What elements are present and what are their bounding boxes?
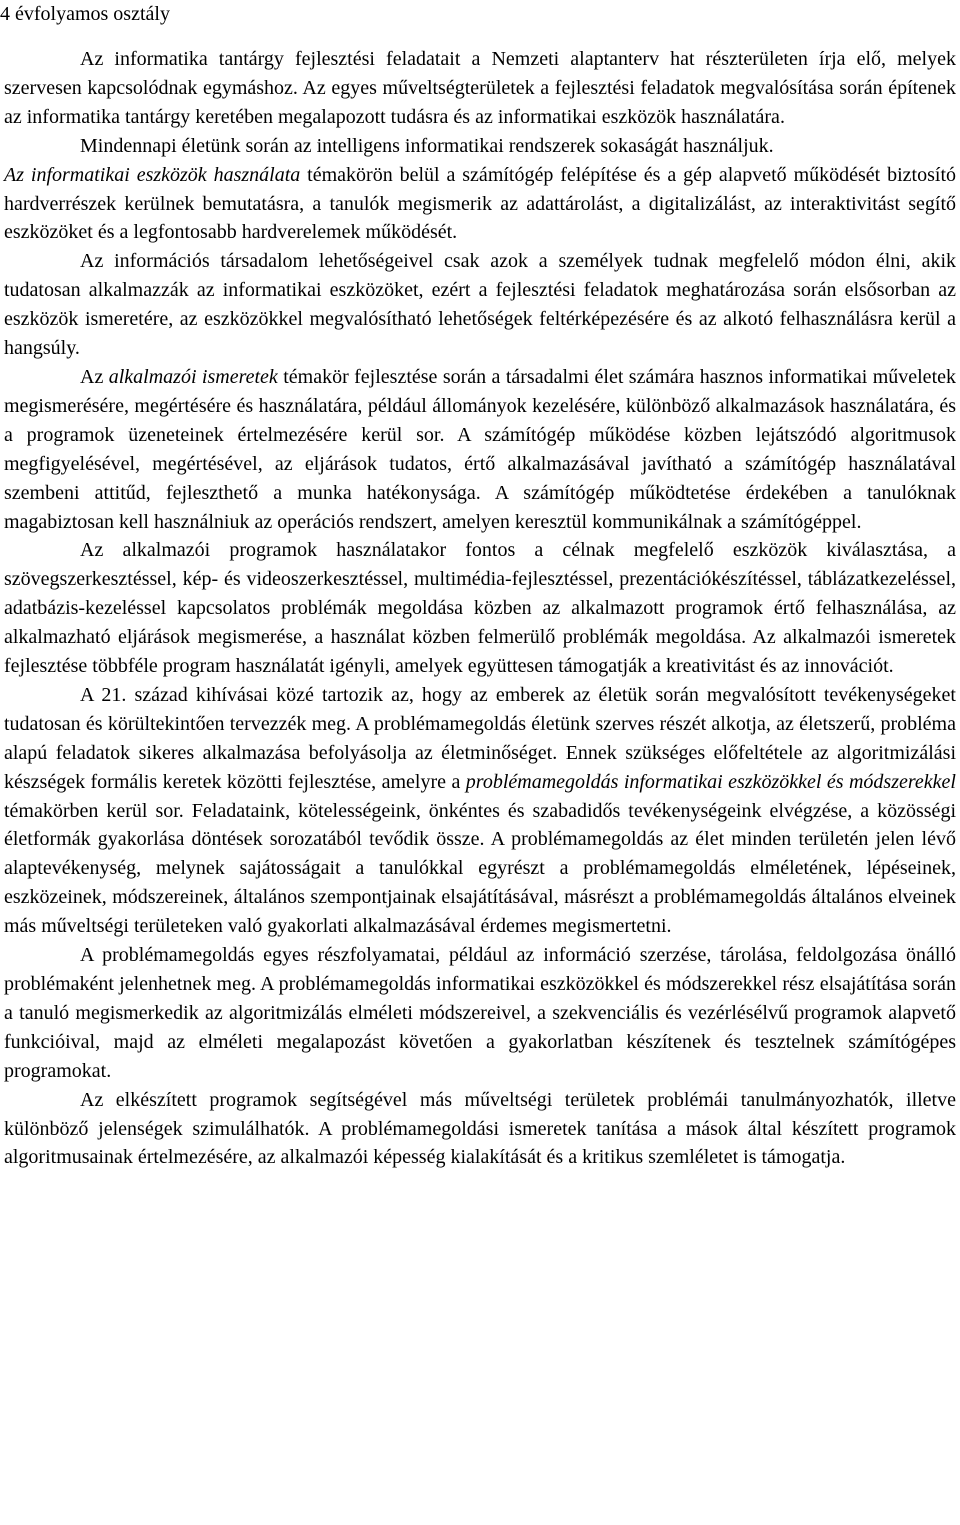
paragraph-4-before: Az: [80, 365, 109, 388]
paragraph-7-text: A problémamegoldás egyes részfolyamatai, például az információ szerzése, tárolása, feldolgozása önálló problémaként jelenhetnek meg. A problémamegoldás informatikai eszközökkel és módszerekkel rész elsajátítása során a tanuló megismerkedik az algoritmizálás elméleti módszereivel, a szekvenciális és vezérlésélvű programok alapvető funkcióival, majd az elméleti megalapozást követően a gyakorlatban készítenek és tesztelnek számítógépes programokat.: [4, 944, 956, 1082]
paragraph-8-text: Az elkészített programok segítségével más műveltségi területek problémái tanulmányozhatók, illetve különböző jelenségek szimulálhatók. A problémamegoldási ismeretek tanítása a mások által készített programok algoritmusainak értelmezésére, az alkalmazói képesség kialakítását és a kritikus szemléletet is támogatja.: [4, 1088, 956, 1169]
paragraph-2-text: Mindennapi életünk során az intelligens informatikai rendszerek sokaságát használjuk.: [80, 134, 774, 157]
paragraph-1-text: Az informatika tantárgy fejlesztési feladatait a Nemzeti alaptanterv hat részterületen írja elő, melyek szervesen kapcsolódnak egymáshoz. Az egyes műveltségterületek a fejlesztési feladatok megvalósítása során építenek az informatika tantárgy keretében megalapozott tudásra és az informatikai eszközök használatára.: [4, 48, 956, 128]
paragraph-3: [4, 247, 956, 363]
paragraph-4-italic: alkalmazói ismeretek: [108, 365, 278, 388]
paragraph-3-text: Az információs társadalom lehetőségeivel csak azok a személyek tudnak megfelelő módon élni, akik tudatosan alkalmazzák az informatikai eszközöket, ezért a fejlesztési feladatok meghatározása során elsősorban az eszközök ismeretére, az eszközökkel megvalósítható lehetőségek feltérképezésére és az alkotó felhasználásra kerül a hangsúly.: [4, 250, 956, 360]
paragraph-1: [4, 45, 956, 132]
paragraph-6-before: A 21. század kihívásai közé tartozik az, hogy az emberek az életük során megvalósított tevékenységeket tudatosan és körültekintően tervezzék meg. A problémamegoldás életünk szerves részét alkotja, az életszerű, probléma alapú feladatok sikeres alkalmazása befolyásolja az életminőséget. Ennek szükséges előfeltétele az algoritmizálási készségek formális keretek közötti fejlesztése, amelyre a: [4, 683, 956, 793]
paragraph-2: [4, 132, 956, 161]
paragraph-2b: [4, 161, 956, 248]
paragraph-7: [4, 941, 956, 1086]
paragraph-5: [4, 536, 956, 681]
paragraph-6: [4, 681, 956, 941]
paragraph-6-italic: problémamegoldás informatikai eszközökkel és módszerekkel: [465, 770, 956, 793]
paragraph-4-text: témakör fejlesztése során a társadalmi élet számára hasznos informatikai műveletek megismerésére, megértésére és használatára, például állományok kezelésére, különböző alkalmazások használatára, és a programok üzeneteinek értelmezésére kerül sor. A számítógép működése közben lejátszódó algoritmusok megfigyelésével, megértésével, az eljárások tudatos, értő alkalmazásával javítható a számítógép használatával szembeni attitűd, fejleszthető a munka hatékonysága. A számítógép működtetése érdekében a tanulóknak magabiztosan kell használniuk az operációs rendszert, amelyen keresztül kommunikálnak a számítógéppel.: [4, 365, 956, 533]
paragraph-8: [4, 1086, 956, 1173]
paragraph-6-text: témakörben kerül sor. Feladataink, kötelességeink, önkéntes és szabadidős tevékenységeink elvégzése, a közösségi életformák gyakorlása döntések sorozatából tevődik össze. A problémamegoldás az élet minden területén jelen lévő alaptevékenység, melynek sajátosságait a tanulókkal egyrészt a problémamegoldás elméletének, lépéseinek, eszközeinek, módszereinek, általános szempontjainak elsajátításával, másrészt a problémamegoldás általános elveinek más műveltségi területeken való gyakorlati alkalmazásával érdemes megismertetni.: [4, 799, 956, 938]
document-body: [4, 45, 956, 1172]
paragraph-4: [4, 363, 956, 536]
paragraph-2b-italic: Az informatikai eszközök használata: [4, 163, 301, 186]
paragraph-2b-text: témakörön belül a számítógép felépítése és a gép alapvető működését biztosító hardverrészek kerülnek bemutatásra, a tanulók megismerik az adattárolást, a digitalizálást, az interaktivitást segítő eszközöket és a legfontosabb hardverelemek működését.: [4, 163, 957, 244]
page-heading: 4 évfolyamos osztály: [0, 3, 170, 25]
paragraph-5-text: Az alkalmazói programok használatakor fontos a célnak megfelelő eszközök kiválasztása, a szövegszerkesztéssel, kép- és videoszerkesztéssel, multimédia-fejlesztéssel, prezentációkészítéssel, táblázatkezeléssel, adatbázis-kezeléssel kapcsolatos problémák megoldása közben az alkalmazott programok értő felhasználása, az alkalmazható eljárások megismerése, a használat közben felmerülő problémák megoldása. Az alkalmazói ismeretek fejlesztése többféle program használatát igényli, amelyek együttesen támogatják a kreativitást és az innovációt.: [4, 539, 956, 678]
